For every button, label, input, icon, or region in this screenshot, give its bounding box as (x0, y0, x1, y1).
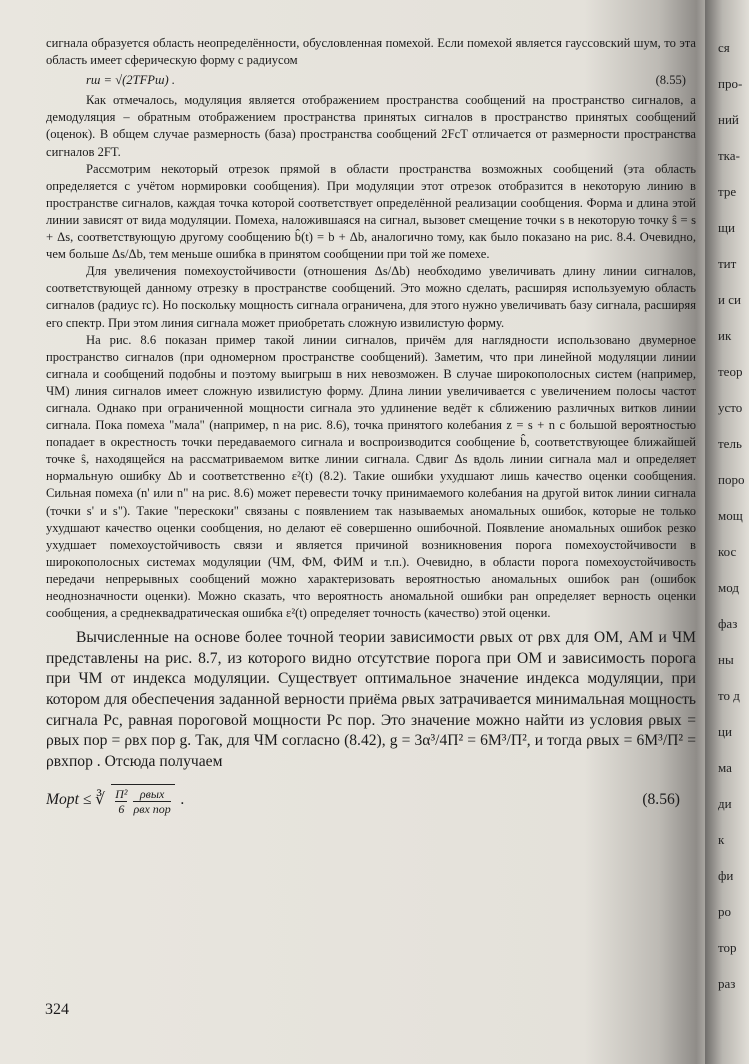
facing-page-fragment: тка- (718, 148, 740, 163)
facing-page-fragment: тит (718, 256, 737, 271)
facing-page-fragment: фаз (718, 616, 738, 631)
cube-root (111, 784, 175, 816)
facing-page-fragment: ди (718, 796, 732, 811)
paragraph: Для увеличения помехоустойчивости (отношения Δs/Δb) необходимо увеличивать длину линии сигналов, соответствующей данному отрезку в пространстве сообщений. Это можно сделать, расширяя используемую область сигналов (радиус rc). Но поскольку мощность сигнала ограничена, для этого нужно увеличивать базу сигнала, расширяя его спектр. При этом линия сигнала может приобретать сложную извилистую форму. (46, 264, 696, 330)
facing-page-fragment: и си (718, 292, 741, 307)
formula-expression (46, 784, 185, 816)
facing-page-fragment: раз (718, 976, 736, 991)
facing-page-fragment: тор (718, 940, 737, 955)
formula-expression: rш = √(2TFPш) . (86, 73, 175, 88)
facing-page-fragment: фи (718, 868, 734, 883)
facing-page-fragment: ний (718, 112, 739, 127)
facing-page-fragment: поро (718, 472, 745, 487)
facing-page-fragment: про- (718, 76, 743, 91)
paragraph: Как отмечалось, модуляция является отображением пространства сообщений на пространство сигналов, а демодуляция – обратным отображением пространства принятых сигналов в пространство принятых сообщений (оценок). В общем случае размерность (база) пространства сообщений 2FcT отличается от размерности пространства сигналов 2FT. (46, 93, 696, 159)
facing-page-fragment: ны (718, 652, 734, 667)
facing-page-fragment: мощ (718, 508, 743, 523)
paragraph: Рассмотрим некоторый отрезок прямой в области пространства возможных сообщений (эта область определяется с учётом нормировки сообщения). При модуляции этот отрезок отобразится в некоторую линию в пространстве сигналов, каждая точка которой соответствует определённой реализации сообщения. Форма и длина этой линии зависят от вида модуляции. Помеха, наложившаяся на сигнал, вызовет смещение точки s в некоторую точку ŝ = s + Δs, соответствующую другому сообщению b̂(t) = b + Δb, аналогично тому, как было показано на рис. 8.4. Очевидно, чем больше Δs/Δb, тем меньше ошибка в принятом сообщении при той же помехе. (46, 161, 696, 262)
facing-page-fragment: щи (718, 220, 735, 235)
fraction-numerator: ρвых (139, 787, 165, 802)
main-text-block (46, 35, 696, 1025)
facing-page-fragment: кос (718, 544, 737, 559)
fraction-pi-over-6 (115, 787, 127, 816)
facing-page-fragment: ро (718, 904, 731, 919)
large-paragraph: Вычисленные на основе более точной теории зависимости ρвых от ρвх для ОМ, АМ и ЧМ представлены на рис. 8.7, из которого видно отсутствие порога при ОМ и зависимость порога при ЧМ от индекса модуляции. Существует оптимальное значение индекса модуляции, при котором для обеспечения заданной верности приёма ρвых затрачивается минимальная мощность сигнала Pc, равная пороговой мощности Pc пор. Это значение можно найти из условия ρвых = ρвых пор = ρвх пор g. Так, для ЧМ согласно (8.42), g = 3α³/4Π² = 6M³/Π², и тогда ρвых = 6M³/Π² = ρвхпор . Отсюда получаем (46, 629, 696, 770)
formula-number: (8.55) (655, 73, 686, 88)
fraction-numerator: Π² (115, 787, 128, 802)
fraction-denominator: ρвх пор (133, 802, 171, 817)
facing-page-fragment: ся (718, 40, 730, 55)
formula-number: (8.56) (642, 791, 680, 809)
formula-tail: . (180, 791, 185, 809)
facing-page-fragment: ик (718, 328, 732, 343)
facing-page-fragment: усто (718, 400, 743, 415)
formula-8-56 (46, 772, 696, 816)
fraction-rho (133, 787, 170, 816)
facing-page-fragment: ма (718, 760, 732, 775)
facing-page-fragments (718, 0, 749, 1064)
paragraph: На рис. 8.6 показан пример такой линии сигналов, причём для наглядности использовано двумерное пространство сигналов (при одномерном пространстве сообщений). Заметим, что при линейной модуляции линии сигнала и сообщений подобны и поэтому выигрыш в них невозможен. В случае широкополосных систем (например, ЧМ) линия сигналов имеет сложную извилистую форму. Длина линии увеличивается с увеличением полосы частот сигнала. Однако при ограниченной мощности сигнала это удлинение ведёт к сближению различных витков линии сигнала. Пока помеха "мала" (например, n на рис. 8.6), точка принятого колебания z = s + n с большой вероятностью попадает в окрестность точки передаваемого сигнала и воспроизводится сообщение b̂, соответствующее ближайшей точке ŝ, находящейся на рассматриваемом витке линии сигнала. Сдвиг Δs вдоль линии сигнала мал и определяет нормальную ошибку Δb и соответственно ε²(t) (8.2). Такие ошибки ухудшают лишь качество оценки сообщения. Сильная помеха (n' или n" на рис. 8.6) может перевести точку принимаемого колебания на другой виток линии сигнала (точки s' и s"). Такие "перескоки" связаны с появлением так называемых аномальных ошибок, которые не только ухудшают качество оценки сообщения, но делают её совершенно ошибочной. Появление аномальных ошибок резко ухудшает помехоустойчивость связи и является причиной возникновения порога помехоустойчивости в широкополосных системах модуляции (ЧМ, ФМ, ФИМ и т.п.). Очевидно, в области порога помехоустойчивость передачи непрерывных сообщений можно характеризовать вероятностью аномальных ошибок pан (ошибок неоднозначности оценки). Можно сказать, что вероятность аномальной ошибки pан определяет верность оценки сообщения, а среднеквадратическая ошибка ε²(t) определяет точность (качество) этой оценки. (46, 332, 696, 621)
facing-page-fragment: мод (718, 580, 739, 595)
paragraph: сигнала образуется область неопределённости, обусловленная помехой. Если помехой является гауссовский шум, то эта область имеет сферическую форму с радиусом (46, 36, 696, 68)
fraction-denominator: 6 (118, 802, 125, 817)
facing-page-fragment: к (718, 832, 725, 847)
facing-page-fragment: теор (718, 364, 743, 379)
formula-lhs: Mopt ≤ ∛ (46, 791, 106, 809)
facing-page-fragment: тель (718, 436, 742, 451)
formula-8-55 (46, 69, 696, 92)
page-number: 324 (45, 1001, 69, 1018)
facing-page-fragment: тре (718, 184, 737, 199)
large-text-section (46, 628, 696, 816)
facing-page-fragment: ци (718, 724, 732, 739)
facing-page-fragment: то д (718, 688, 740, 703)
